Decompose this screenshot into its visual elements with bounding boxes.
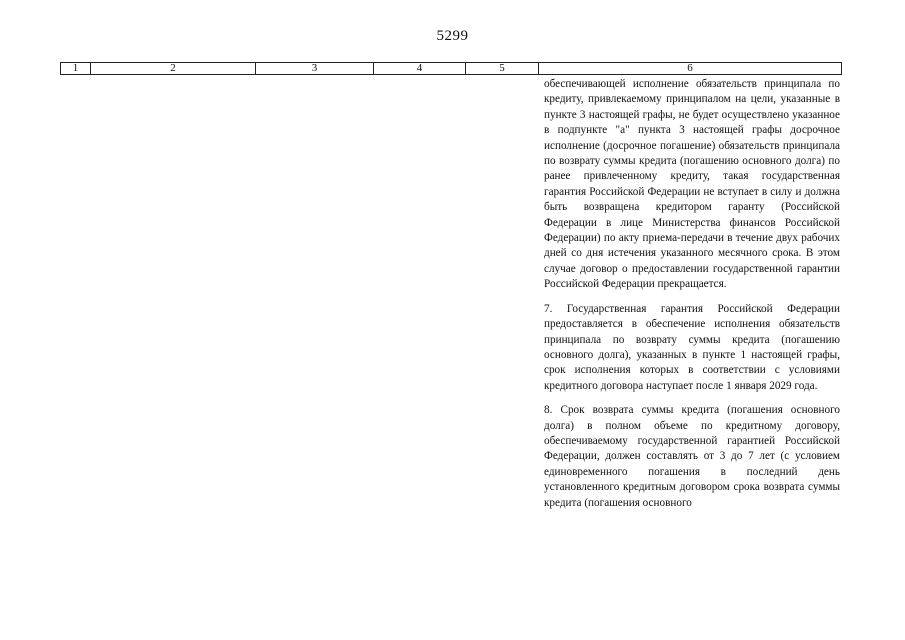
column-number-6: 6 (687, 62, 693, 74)
paragraph-continuation: обеспечивающей исполнение обязательств принципала по кредиту, привлекаемому принципалом на цели, указанные в пункте 3 настоящей графы, не будет осуществлено указанное в подпункте "а" пункта 3 настоящей графы досрочное исполнение (досрочное погашение) обязательств принципала по возврату суммы кредита (погашению основного долга) по ранее привлеченному кредиту, такая государственная гарантия Российской Федерации не вступает в силу и должна быть возвращена кредитором гаранту (Российской Федерации в лице Министерства финансов Российской Федерации) по акту приема-передачи в течение двух рабочих дней со дня истечения указанного месячного срока. В этом случае договор о предоставлении государственной гарантии Российской Федерации прекращается. (544, 78, 840, 291)
column-number-3: 3 (256, 63, 374, 74)
column-number-4: 4 (374, 63, 466, 74)
column-number-2: 2 (91, 63, 256, 74)
paragraph-8: 8. Срок возврата суммы кредита (погашения основного долга) в полном объеме по кредитному договору, обеспечиваемому государственной гарантией Российской Федерации, должен составлять от 3 до 7 лет (с условием единовременного погашения в последний день установленного кредитным договором срока возврата суммы кредита (погашения основного (544, 404, 840, 509)
column-number-1: 1 (61, 63, 91, 74)
column-number-5: 5 (466, 63, 539, 74)
paragraph-7: 7. Государственная гарантия Российской Федерации предоставляется в обеспечение исполнения обязательств принципала по возврату суммы кредита (погашению основного долга), указанных в пункте 1 настоящей графы, срок исполнения которых в соответствии с условиями кредитного договора наступает после 1 января 2029 года. (544, 302, 840, 392)
column-6-text (544, 77, 840, 511)
page-number: 5299 (436, 28, 469, 44)
table-column-header (60, 62, 842, 75)
